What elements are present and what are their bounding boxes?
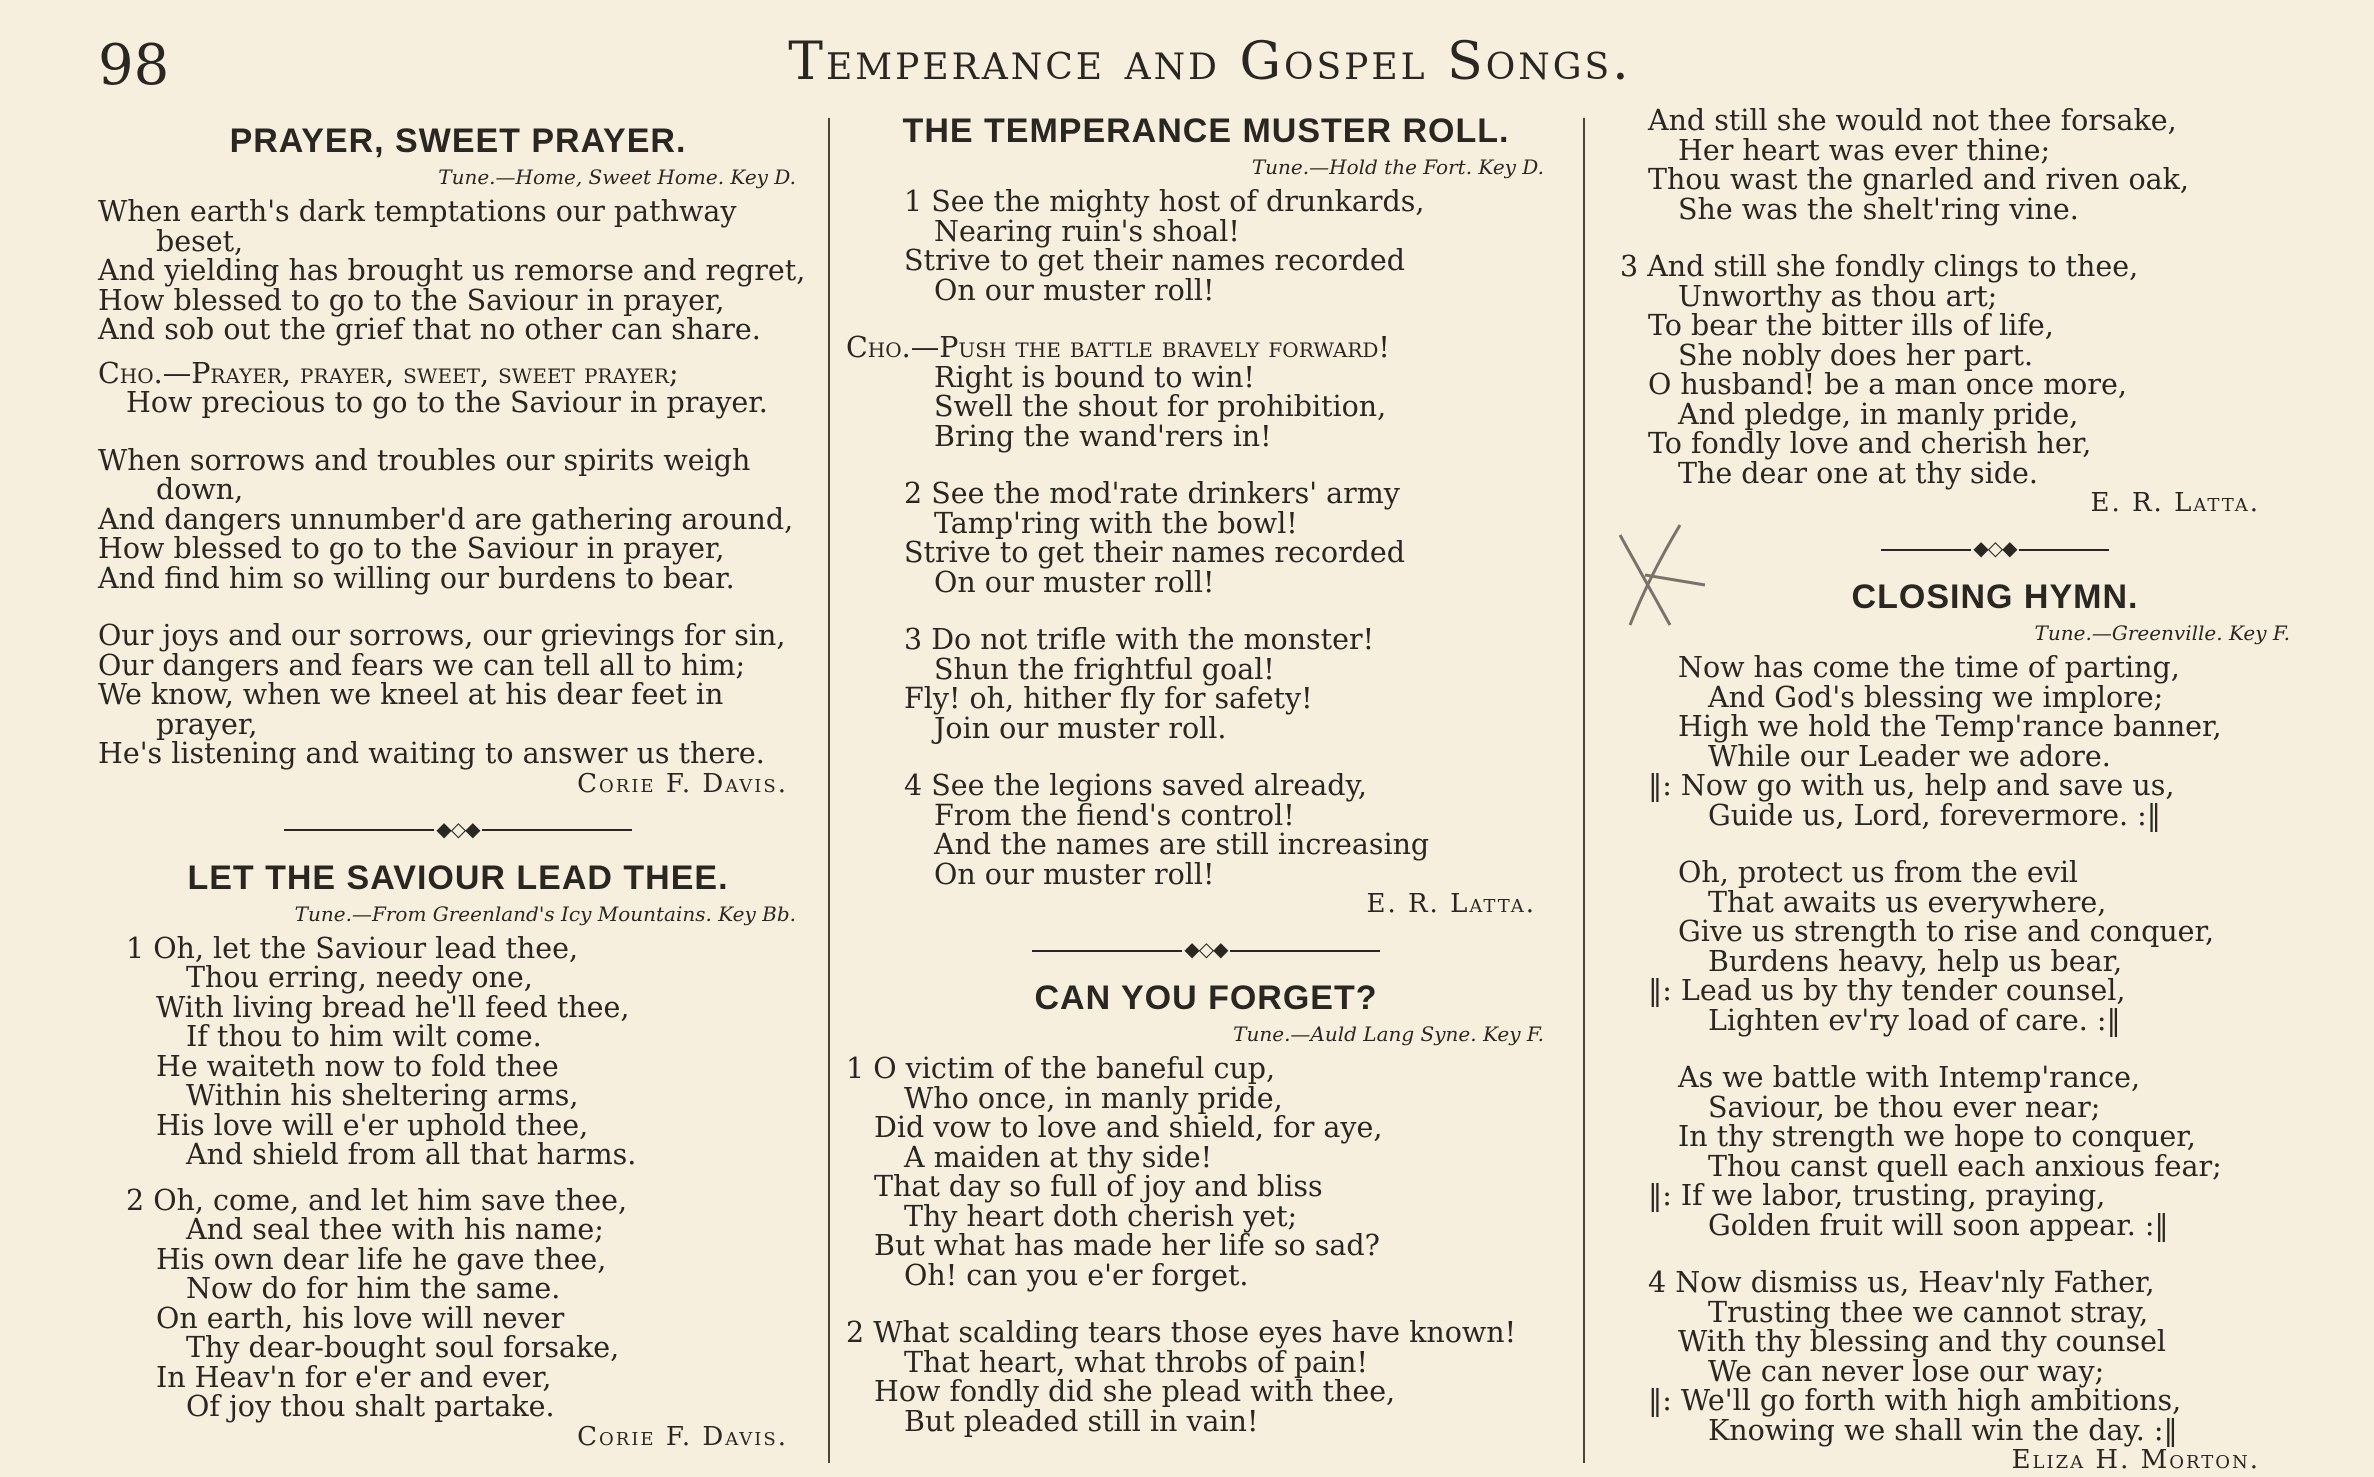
verse-line: And yielding has brought us remorse and regret,: [98, 254, 806, 288]
song-title: THE TEMPERANCE MUSTER ROLL.: [902, 112, 1510, 150]
verse-line: Thou canst quell each anxious fear;: [1708, 1149, 2222, 1183]
verse-line: And God's blessing we implore;: [1708, 680, 2164, 714]
verse-line: Our joys and our sorrows, our grievings for sin,: [98, 619, 786, 653]
ornament-divider: ◆◇◆: [846, 937, 1566, 961]
verse-line: In Heav'n for e'er and ever,: [156, 1360, 552, 1394]
verse-line: That heart, what throbs of pain!: [904, 1345, 1368, 1379]
verse-line: Oh! can you e'er forget.: [904, 1258, 1249, 1292]
song-title: CLOSING HYMN.: [1851, 578, 2139, 616]
verse-line: Did vow to love and shield, for aye,: [874, 1111, 1383, 1145]
verse-line: And the names are still increasing: [934, 828, 1430, 862]
verse-line: Our dangers and fears we can tell all to him;: [98, 648, 746, 682]
verse-line: While our Leader we adore.: [1708, 739, 2111, 773]
repeat-line: ‖: If we labor, trusting, praying,: [1648, 1179, 2106, 1213]
verse-line: Her heart was ever thine;: [1678, 133, 2051, 167]
verse-line: Thou erring, needy one,: [186, 961, 533, 995]
verse-line: With living bread he'll feed thee,: [156, 990, 630, 1024]
tune-line: Tune.—Auld Lang Syne. Key F.: [1233, 1022, 1544, 1047]
verse-line: down,: [156, 473, 244, 507]
verse-line: 3 And still she fondly clings to thee,: [1620, 250, 2139, 283]
verse-line: And dangers unnumber'd are gathering around,: [98, 502, 794, 536]
verse-line: 2 What scalding tears those eyes have known!: [846, 1316, 1517, 1350]
verse-line: That day so full of joy and bliss: [874, 1170, 1323, 1204]
verse-line: If thou to him wilt come.: [186, 1020, 542, 1054]
verse-line: His own dear life he gave thee,: [156, 1242, 607, 1276]
column-1: [98, 112, 818, 1452]
verse-line: His love will e'er uphold thee,: [156, 1108, 589, 1142]
verse-line: Tamp'ring with the bowl!: [934, 506, 1298, 540]
verse-line: Within his sheltering arms,: [186, 1079, 579, 1113]
verse-line: Saviour, be thou ever near;: [1708, 1090, 2101, 1124]
verse-line: Who once, in manly pride,: [904, 1081, 1283, 1115]
verse-line: And shield from all that harms.: [186, 1138, 637, 1172]
verse-line: We know, when we kneel at his dear feet in: [98, 678, 724, 712]
author-credit: Corie F. Davis.: [577, 1421, 788, 1452]
tune-line: Tune.—From Greenland's Icy Mountains. Key Bb.: [294, 901, 796, 926]
repeat-line: Guide us, Lord, forevermore. :‖: [1708, 798, 2162, 832]
verse-line: And pledge, in manly pride,: [1678, 397, 2079, 431]
verse-line: And still she would not thee forsake,: [1648, 104, 2177, 137]
verse-line: Burdens heavy, help us bear,: [1708, 944, 2123, 978]
verse-line: High we hold the Temp'rance banner,: [1678, 710, 2222, 744]
verse-line: 3 Do not trifle with the monster!: [904, 623, 1375, 657]
verse-line: When earth's dark temptations our pathway: [98, 195, 737, 229]
column-rule: [1583, 118, 1585, 1463]
verse-line: To fondly love and cherish her,: [1648, 427, 2092, 460]
verse-line: That awaits us everywhere,: [1708, 885, 2107, 919]
verse-line: 2 See the mod'rate drinkers' army: [904, 477, 1400, 511]
ornament-divider: ◆◇◆: [1620, 536, 2290, 560]
verse-line: Thou wast the gnarled and riven oak,: [1648, 163, 2189, 196]
verse-line: In thy strength we hope to conquer,: [1678, 1120, 2196, 1154]
chorus-line: Cho.—Push the battle bravely forward!: [846, 331, 1390, 365]
verse-line: The dear one at thy side.: [1678, 456, 2038, 490]
verse-line: On earth, his love will never: [156, 1301, 565, 1335]
column-3: [1620, 106, 2290, 1475]
verse-line: Join our muster roll.: [934, 711, 1227, 745]
verse-line: Strive to get their names recorded: [904, 536, 1406, 570]
repeat-line: Lighten ev'ry load of care. :‖: [1708, 1003, 2121, 1037]
repeat-line: Knowing we shall win the day. :‖: [1708, 1413, 2178, 1447]
chorus-line: Swell the shout for prohibition,: [934, 390, 1387, 424]
song-title: PRAYER, SWEET PRAYER.: [229, 122, 687, 160]
verse-line: Nearing ruin's shoal!: [934, 214, 1240, 248]
verse-line: Thy dear-bought soul forsake,: [186, 1331, 620, 1365]
tune-line: Tune.—Hold the Fort. Key D.: [1251, 155, 1544, 180]
verse-line: O husband! be a man once more,: [1648, 368, 2127, 401]
chorus-line: Right is bound to win!: [934, 360, 1255, 394]
song-title: LET THE SAVIOUR LEAD THEE.: [187, 858, 729, 897]
verse-line: Trusting thee we cannot stray,: [1708, 1295, 2149, 1329]
verse-line: Thy heart doth cherish yet;: [904, 1199, 1298, 1233]
tune-line: Tune.—Home, Sweet Home. Key D.: [438, 165, 796, 190]
verse-line: prayer,: [156, 707, 258, 741]
verse-line: On our muster roll!: [934, 273, 1215, 307]
verse-line: How blessed to go to the Saviour in prayer,: [98, 532, 725, 566]
verse-line: Shun the frightful goal!: [934, 652, 1275, 686]
verse-line: 1 Oh, let the Saviour lead thee,: [126, 931, 579, 965]
repeat-line: ‖: Now go with us, help and save us,: [1648, 769, 2175, 803]
song-title: CAN YOU FORGET?: [1034, 979, 1378, 1018]
repeat-line: Golden fruit will soon appear. :‖: [1708, 1208, 2169, 1242]
verse-line: Oh, protect us from the evil: [1678, 856, 2079, 890]
author-credit: E. R. Latta.: [2090, 488, 2260, 518]
verse-line: From the fiend's control!: [934, 798, 1295, 832]
verse-line: She was the shelt'ring vine.: [1678, 192, 2079, 226]
verse-line: 1 O victim of the baneful cup,: [846, 1052, 1276, 1086]
verse-line: Now has come the time of parting,: [1678, 651, 2180, 685]
verse-line: On our muster roll!: [934, 857, 1215, 891]
verse-line: Fly! oh, hither fly for safety!: [904, 682, 1313, 716]
repeat-line: ‖: We'll go forth with high ambitions,: [1648, 1384, 2182, 1418]
tune-line: Tune.—Greenville. Key F.: [2034, 621, 2290, 646]
chorus-line: Bring the wand'rers in!: [934, 419, 1272, 453]
page-number: 98: [98, 33, 170, 98]
verse-line: Unworthy as thou art;: [1678, 279, 1998, 313]
verse-line: When sorrows and troubles our spirits weigh: [98, 443, 751, 477]
verse-line: How blessed to go to the Saviour in prayer,: [98, 283, 725, 317]
verse-line: With thy blessing and thy counsel: [1678, 1325, 2167, 1359]
verse-line: Now do for him the same.: [186, 1272, 561, 1306]
verse-line: She nobly does her part.: [1678, 338, 2034, 372]
verse-line: Strive to get their names recorded: [904, 244, 1406, 278]
running-head: Temperance and Gospel Songs.: [788, 32, 1632, 92]
verse-line: 2 Oh, come, and let him save thee,: [126, 1183, 628, 1217]
column-2: [846, 112, 1566, 1436]
verse-line: He's listening and waiting to answer us there.: [98, 737, 765, 771]
column-rule: [828, 118, 830, 1463]
verse-line: Give us strength to rise and conquer,: [1678, 915, 2215, 949]
author-credit: Eliza H. Morton.: [2011, 1445, 2260, 1476]
verse-line: On our muster roll!: [934, 565, 1215, 599]
verse-line: 4 Now dismiss us, Heav'nly Father,: [1648, 1266, 2155, 1300]
author-credit: E. R. Latta.: [1366, 889, 1536, 920]
chorus-line: Cho.—Prayer, prayer, sweet, sweet prayer;: [98, 356, 679, 390]
verse-line: How fondly did she plead with thee,: [874, 1375, 1396, 1409]
verse-line: We can never lose our way;: [1708, 1354, 2105, 1388]
verse-line: And seal thee with his name;: [186, 1213, 604, 1247]
verse-line: But what has made her life so sad?: [874, 1229, 1380, 1263]
author-credit: Corie F. Davis.: [577, 768, 788, 799]
verse-line: 4 See the legions saved already,: [904, 769, 1367, 803]
verse-line: But pleaded still in vain!: [904, 1404, 1259, 1438]
verse-line: And sob out the grief that no other can share.: [98, 313, 761, 347]
verse-line: And find him so willing our burdens to bear.: [98, 561, 735, 595]
verse-line: As we battle with Intemp'rance,: [1678, 1061, 2141, 1095]
chorus-line: How precious to go to the Saviour in prayer.: [126, 386, 768, 420]
verse-line: Of joy thou shalt partake.: [186, 1390, 555, 1424]
verse-line: A maiden at thy side!: [904, 1140, 1213, 1174]
verse-line: To bear the bitter ills of life,: [1648, 309, 2054, 342]
verse-line: 1 See the mighty host of drunkards,: [904, 185, 1425, 219]
verse-line: He waiteth now to fold thee: [156, 1049, 559, 1083]
repeat-line: ‖: Lead us by thy tender counsel,: [1648, 974, 2126, 1008]
ornament-divider: ◆◇◆: [98, 817, 818, 841]
verse-line: beset,: [156, 224, 244, 258]
